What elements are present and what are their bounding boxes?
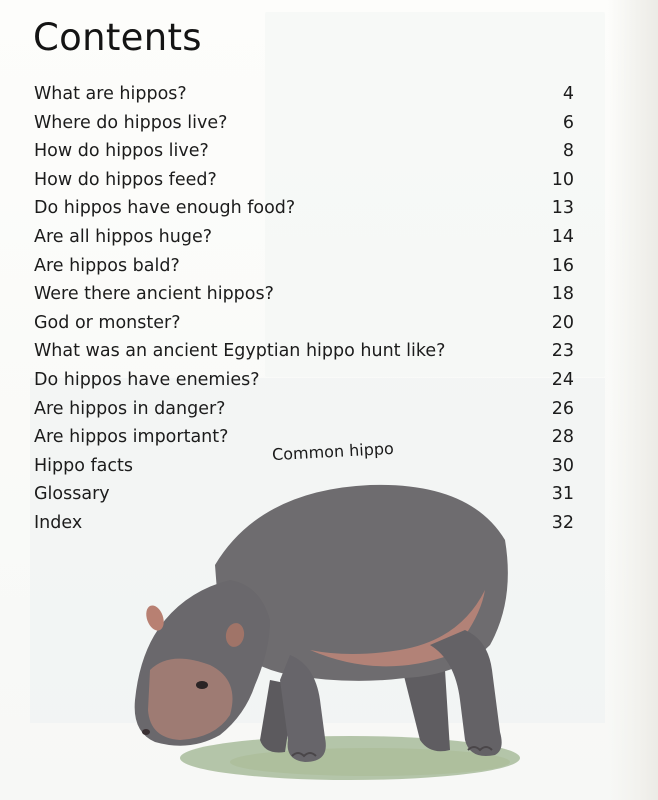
toc-entry-page: 14 bbox=[551, 226, 574, 247]
toc-entry-title: Glossary bbox=[34, 484, 110, 505]
toc-entry-page: 24 bbox=[551, 369, 574, 390]
toc-entry-page: 23 bbox=[551, 341, 574, 362]
toc-entry[interactable] bbox=[34, 370, 574, 399]
toc-entry[interactable] bbox=[34, 399, 574, 428]
toc-entry[interactable] bbox=[34, 227, 574, 256]
toc-entry[interactable] bbox=[34, 170, 574, 199]
toc-entry-title: Where do hippos live? bbox=[34, 112, 228, 133]
toc-entry-page: 8 bbox=[562, 141, 574, 162]
toc-entry-page: 10 bbox=[551, 169, 574, 190]
toc-entry-title: Are hippos bald? bbox=[34, 255, 180, 276]
toc-entry-title: Do hippos have enemies? bbox=[34, 369, 260, 390]
toc-entry-title: Do hippos have enough food? bbox=[34, 198, 296, 219]
toc-entry-page: 28 bbox=[551, 427, 574, 448]
toc-entry-title: Are all hippos huge? bbox=[34, 226, 213, 247]
toc-entry-page: 26 bbox=[551, 398, 574, 419]
hippo-eye bbox=[196, 681, 208, 689]
toc-entry-title: How do hippos feed? bbox=[34, 169, 217, 190]
toc-entry-page: 31 bbox=[551, 484, 574, 505]
toc-entry-page: 32 bbox=[551, 512, 574, 533]
toc-entry-page: 16 bbox=[551, 255, 574, 276]
toc-entry[interactable] bbox=[34, 313, 574, 342]
toc-entry[interactable] bbox=[34, 341, 574, 370]
toc-entry-title: Hippo facts bbox=[34, 455, 133, 476]
toc-entry-title: Are hippos important? bbox=[34, 427, 229, 448]
toc-entry-page: 4 bbox=[562, 84, 574, 104]
toc-entry-title: God or monster? bbox=[34, 312, 181, 333]
toc-entry-title: Were there ancient hippos? bbox=[34, 284, 274, 305]
toc-entry[interactable] bbox=[34, 113, 574, 142]
toc-entry-page: 20 bbox=[551, 312, 574, 333]
toc-entry-title: What are hippos? bbox=[34, 84, 187, 104]
toc-entry-page: 6 bbox=[562, 112, 574, 133]
toc-entry[interactable] bbox=[34, 84, 574, 113]
toc-entry-title: What was an ancient Egyptian hippo hunt like? bbox=[34, 341, 446, 362]
toc-entry-page: 18 bbox=[551, 284, 574, 305]
toc-entry-page: 13 bbox=[551, 198, 574, 219]
toc-entry-title: How do hippos live? bbox=[34, 141, 209, 162]
toc-entry[interactable] bbox=[34, 284, 574, 313]
toc-entry-page: 30 bbox=[551, 455, 574, 476]
page-edge-shadow bbox=[608, 0, 658, 800]
toc-entry[interactable] bbox=[34, 198, 574, 227]
illustration-label: Common hippo bbox=[271, 438, 395, 465]
toc-entry-title: Are hippos in danger? bbox=[34, 398, 226, 419]
page-title: Contents bbox=[33, 16, 202, 59]
grass-patch-light bbox=[230, 748, 510, 776]
toc-entry[interactable] bbox=[34, 256, 574, 285]
toc-entry[interactable] bbox=[34, 141, 574, 170]
toc-entry-title: Index bbox=[34, 512, 83, 533]
hippo-illustration bbox=[120, 470, 520, 790]
hippo-nostril bbox=[142, 729, 150, 735]
